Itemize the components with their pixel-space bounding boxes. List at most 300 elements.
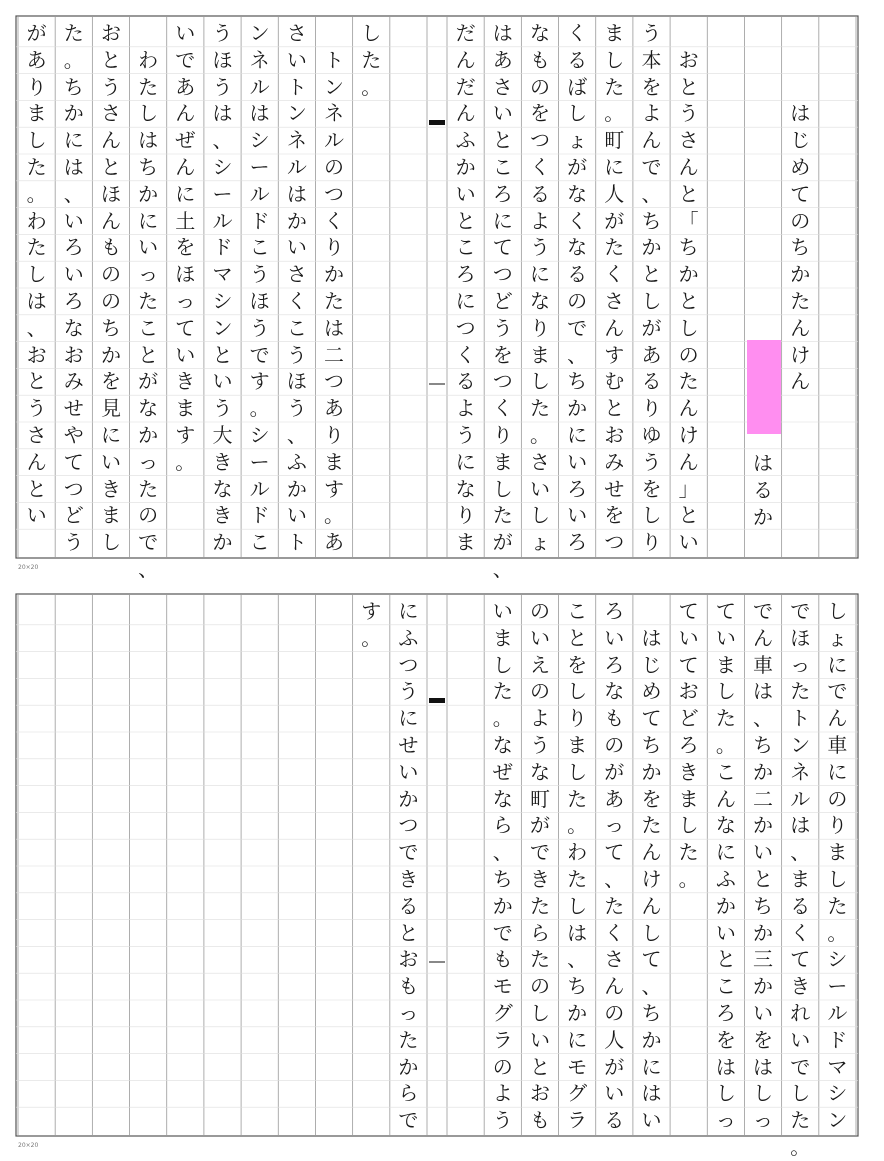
manuscript-char: し	[100, 530, 121, 555]
manuscript-char: る	[567, 262, 588, 287]
manuscript-char: っ	[138, 449, 159, 474]
manuscript-char: ー	[249, 449, 270, 474]
manuscript-char: と	[678, 181, 699, 206]
manuscript-char: ち	[753, 732, 774, 757]
manuscript-char: さ	[286, 21, 307, 45]
manuscript-char: い	[175, 21, 196, 45]
manuscript-char: の	[604, 732, 625, 757]
manuscript-char: か	[567, 1000, 588, 1025]
manuscript-char: ン	[249, 21, 270, 45]
manuscript-char: を	[753, 1027, 774, 1052]
manuscript-char: と	[398, 920, 419, 945]
manuscript-char: 。	[827, 920, 848, 945]
manuscript-column	[596, 20, 633, 556]
manuscript-char: は	[249, 101, 270, 126]
manuscript-char: け	[678, 422, 699, 447]
manuscript-char: す	[175, 422, 196, 447]
manuscript-char: じ	[641, 652, 662, 677]
manuscript-char: さ	[100, 101, 121, 126]
manuscript-char: も	[100, 235, 121, 260]
manuscript-char: ち	[63, 74, 84, 99]
manuscript-char: ん	[641, 128, 662, 153]
manuscript-char: 、	[492, 840, 513, 865]
manuscript-char: 町	[529, 786, 550, 811]
gutter-fold-mark	[429, 698, 445, 703]
manuscript-char: ょ	[529, 530, 550, 555]
manuscript-char: な	[529, 288, 550, 313]
manuscript-char: で	[827, 679, 848, 704]
manuscript-char: り	[567, 706, 588, 731]
manuscript-char: こ	[715, 759, 736, 784]
manuscript-char: ま	[492, 625, 513, 650]
manuscript-char: お	[26, 342, 47, 367]
manuscript-char: ん	[100, 128, 121, 153]
manuscript-char: は	[790, 813, 811, 838]
manuscript-char: か	[286, 208, 307, 233]
manuscript-char: ん	[641, 840, 662, 865]
manuscript-char: め	[790, 154, 811, 179]
manuscript-char: に	[827, 759, 848, 784]
manuscript-column	[92, 20, 129, 556]
manuscript-char: よ	[529, 208, 550, 233]
manuscript-char: な	[604, 679, 625, 704]
manuscript-char: く	[604, 920, 625, 945]
manuscript-char: も	[492, 947, 513, 972]
manuscript-char: の	[100, 262, 121, 287]
manuscript-char: ん	[753, 625, 774, 650]
manuscript-column	[447, 20, 484, 556]
manuscript-char: か	[100, 342, 121, 367]
manuscript-char: 見	[100, 396, 121, 421]
manuscript-char: が	[567, 154, 588, 179]
manuscript-char: み	[63, 369, 84, 394]
manuscript-char: た	[567, 786, 588, 811]
manuscript-char: た	[604, 893, 625, 918]
manuscript-char: は	[63, 154, 84, 179]
manuscript-char: り	[641, 530, 662, 555]
manuscript-char: が	[492, 530, 513, 555]
manuscript-char: り	[26, 74, 47, 99]
manuscript-char: う	[249, 315, 270, 340]
manuscript-char: い	[753, 840, 774, 865]
manuscript-char: の	[100, 288, 121, 313]
manuscript-char: た	[361, 47, 382, 72]
manuscript-char: こ	[455, 235, 476, 260]
manuscript-char: い	[63, 208, 84, 233]
manuscript-char: は	[641, 625, 662, 650]
manuscript-char: た	[678, 369, 699, 394]
manuscript-char: う	[455, 422, 476, 447]
manuscript-char: う	[286, 396, 307, 421]
manuscript-char: ま	[567, 732, 588, 757]
manuscript-char: く	[567, 208, 588, 233]
manuscript-char: つ	[492, 262, 513, 287]
manuscript-char: る	[455, 369, 476, 394]
manuscript-char: っ	[604, 813, 625, 838]
manuscript-char: で	[398, 1108, 419, 1133]
manuscript-char: い	[286, 503, 307, 528]
manuscript-char: つ	[604, 530, 625, 555]
manuscript-char: 。	[63, 47, 84, 72]
manuscript-char: が	[604, 1054, 625, 1079]
manuscript-char: な	[715, 813, 736, 838]
manuscript-char: に	[567, 1027, 588, 1052]
manuscript-char: 町	[604, 128, 625, 153]
manuscript-char: ま	[492, 449, 513, 474]
manuscript-char: か	[678, 262, 699, 287]
manuscript-char: 。	[492, 706, 513, 731]
manuscript-char: い	[492, 101, 513, 126]
manuscript-char: く	[455, 342, 476, 367]
manuscript-char: シ	[249, 422, 270, 447]
manuscript-char: で	[753, 599, 774, 623]
manuscript-char: て	[790, 947, 811, 972]
manuscript-char: り	[455, 503, 476, 528]
manuscript-char: か	[138, 422, 159, 447]
manuscript-char: っ	[753, 1108, 774, 1133]
manuscript-char: う	[286, 342, 307, 367]
manuscript-char: い	[678, 530, 699, 555]
paper-size-label-2: 20×20	[18, 1142, 39, 1149]
manuscript-char: 。	[249, 396, 270, 421]
manuscript-char: ン	[827, 1108, 848, 1133]
manuscript-char: ほ	[212, 47, 233, 72]
manuscript-char: た	[138, 288, 159, 313]
manuscript-char: ゆ	[641, 422, 662, 447]
manuscript-char: の	[324, 154, 345, 179]
paper-size-label-1: 20×20	[18, 564, 39, 571]
highlight-marker	[747, 340, 781, 434]
manuscript-char: お	[678, 679, 699, 704]
manuscript-char: り	[827, 813, 848, 838]
manuscript-char: す	[249, 369, 270, 394]
manuscript-char: に	[715, 840, 736, 865]
manuscript-char: を	[641, 74, 662, 99]
manuscript-char: か	[641, 759, 662, 784]
manuscript-char: な	[567, 235, 588, 260]
manuscript-char: 、	[63, 181, 84, 206]
author-char: る	[753, 477, 774, 502]
manuscript-char: 」	[678, 476, 699, 501]
manuscript-char: ん	[715, 786, 736, 811]
manuscript-char: ろ	[63, 288, 84, 313]
manuscript-char: て	[492, 235, 513, 260]
manuscript-char: よ	[641, 101, 662, 126]
manuscript-char: 。	[790, 1134, 811, 1159]
manuscript-char: ら	[398, 1081, 419, 1106]
manuscript-char: な	[529, 21, 550, 45]
manuscript-char: た	[790, 679, 811, 704]
manuscript-char: ん	[604, 315, 625, 340]
manuscript-char: う	[398, 679, 419, 704]
manuscript-char: の	[529, 679, 550, 704]
manuscript-char: グ	[567, 1081, 588, 1106]
manuscript-char: せ	[604, 476, 625, 501]
manuscript-char: さ	[604, 288, 625, 313]
manuscript-char: ん	[790, 315, 811, 340]
manuscript-char: ま	[324, 449, 345, 474]
manuscript-char: か	[715, 893, 736, 918]
manuscript-char: た	[790, 288, 811, 313]
manuscript-char: も	[529, 47, 550, 72]
manuscript-char: る	[604, 1108, 625, 1133]
manuscript-char: た	[529, 396, 550, 421]
manuscript-char: た	[324, 288, 345, 313]
manuscript-char: モ	[492, 974, 513, 999]
manuscript-char: が	[604, 208, 625, 233]
manuscript-char: も	[398, 974, 419, 999]
manuscript-char: ま	[175, 396, 196, 421]
manuscript-char: に	[641, 1054, 662, 1079]
manuscript-char: で	[398, 840, 419, 865]
manuscript-column	[633, 20, 670, 556]
manuscript-char: 、	[790, 840, 811, 865]
manuscript-char: グ	[492, 1000, 513, 1025]
manuscript-char: ば	[567, 74, 588, 99]
manuscript-char: い	[604, 1081, 625, 1106]
manuscript-char: つ	[492, 369, 513, 394]
manuscript-char: 、	[641, 974, 662, 999]
manuscript-char: た	[604, 235, 625, 260]
manuscript-column	[390, 598, 427, 1134]
manuscript-char: た	[26, 235, 47, 260]
manuscript-char: ろ	[492, 181, 513, 206]
manuscript-char: ン	[324, 74, 345, 99]
manuscript-char: の	[790, 208, 811, 233]
manuscript-char: か	[641, 1027, 662, 1052]
manuscript-column	[204, 20, 241, 556]
manuscript-char: ふ	[398, 625, 419, 650]
manuscript-char: い	[641, 1108, 662, 1133]
manuscript-char: り	[529, 315, 550, 340]
manuscript-char: い	[63, 262, 84, 287]
manuscript-char: 、	[212, 128, 233, 153]
manuscript-column	[670, 20, 707, 556]
manuscript-char: ま	[100, 503, 121, 528]
manuscript-char: に	[398, 599, 419, 623]
manuscript-char: ま	[529, 342, 550, 367]
manuscript-char: ふ	[715, 866, 736, 891]
manuscript-char: 、	[138, 556, 159, 581]
manuscript-char: た	[641, 813, 662, 838]
manuscript-char: ネ	[790, 759, 811, 784]
manuscript-char: つ	[63, 476, 84, 501]
manuscript-char: シ	[212, 154, 233, 179]
manuscript-char: お	[529, 1081, 550, 1106]
manuscript-char: い	[567, 503, 588, 528]
manuscript-char: シ	[249, 128, 270, 153]
manuscript-char: に	[827, 652, 848, 677]
manuscript-char: ル	[324, 128, 345, 153]
manuscript-char: ら	[492, 813, 513, 838]
manuscript-char: す	[604, 342, 625, 367]
manuscript-char: て	[678, 652, 699, 677]
manuscript-char: モ	[567, 1054, 588, 1079]
manuscript-char: う	[212, 74, 233, 99]
manuscript-char: は	[567, 920, 588, 945]
manuscript-char: ほ	[249, 288, 270, 313]
manuscript-char: ト	[324, 47, 345, 72]
manuscript-char: シ	[827, 1081, 848, 1106]
manuscript-char: お	[604, 422, 625, 447]
manuscript-char: り	[324, 422, 345, 447]
manuscript-char: で	[790, 599, 811, 623]
manuscript-char: い	[286, 47, 307, 72]
manuscript-char: り	[492, 422, 513, 447]
manuscript-column	[241, 20, 278, 556]
manuscript-char: て	[641, 706, 662, 731]
manuscript-char: り	[324, 235, 345, 260]
manuscript-char: ラ	[567, 1108, 588, 1133]
manuscript-char: ょ	[827, 625, 848, 650]
manuscript-column	[353, 598, 390, 652]
manuscript-char: ど	[63, 503, 84, 528]
manuscript-char: か	[398, 1054, 419, 1079]
manuscript-char: あ	[26, 47, 47, 72]
manuscript-char: ど	[492, 288, 513, 313]
manuscript-char: し	[26, 262, 47, 287]
manuscript-char: 人	[604, 1027, 625, 1052]
manuscript-char: い	[529, 476, 550, 501]
manuscript-char: あ	[175, 74, 196, 99]
manuscript-char: に	[398, 706, 419, 731]
manuscript-char: ネ	[286, 128, 307, 153]
manuscript-char: と	[100, 47, 121, 72]
manuscript-char: し	[492, 476, 513, 501]
manuscript-char: 。	[567, 813, 588, 838]
manuscript-char: う	[641, 21, 662, 45]
manuscript-char: し	[567, 101, 588, 126]
author-char: か	[753, 504, 774, 529]
manuscript-char: き	[398, 866, 419, 891]
manuscript-char: た	[604, 74, 625, 99]
manuscript-char: ろ	[678, 732, 699, 757]
manuscript-char: く	[492, 396, 513, 421]
manuscript-char: と	[753, 866, 774, 891]
manuscript-char: は	[641, 1081, 662, 1106]
manuscript-char: い	[790, 1027, 811, 1052]
manuscript-char: が	[641, 315, 662, 340]
manuscript-char: つ	[324, 369, 345, 394]
manuscript-char: は	[138, 128, 159, 153]
manuscript-char: ろ	[567, 476, 588, 501]
manuscript-char: せ	[63, 396, 84, 421]
manuscript-char: と	[678, 503, 699, 528]
manuscript-char: し	[529, 503, 550, 528]
manuscript-char: つ	[398, 813, 419, 838]
manuscript-char: に	[63, 128, 84, 153]
manuscript-char: ま	[678, 786, 699, 811]
manuscript-char: う	[249, 262, 270, 287]
manuscript-char: わ	[26, 208, 47, 233]
manuscript-column	[484, 598, 521, 1134]
manuscript-char: ま	[604, 21, 625, 45]
manuscript-char: こ	[138, 315, 159, 340]
manuscript-char: か	[212, 530, 233, 555]
manuscript-char: し	[604, 47, 625, 72]
manuscript-char: で	[641, 154, 662, 179]
manuscript-char: ド	[212, 235, 233, 260]
manuscript-char: さ	[529, 449, 550, 474]
manuscript-char: マ	[212, 262, 233, 287]
manuscript-column	[819, 598, 856, 1134]
manuscript-char: の	[529, 599, 550, 623]
manuscript-char: ち	[790, 235, 811, 260]
manuscript-char: は	[715, 1054, 736, 1079]
manuscript-char: て	[604, 840, 625, 865]
manuscript-char: ょ	[567, 128, 588, 153]
manuscript-column	[559, 20, 596, 556]
manuscript-char: き	[529, 866, 550, 891]
manuscript-char: こ	[249, 530, 270, 555]
manuscript-char: あ	[604, 786, 625, 811]
manuscript-char: た	[827, 893, 848, 918]
manuscript-char: ろ	[604, 599, 625, 623]
manuscript-char: ち	[567, 974, 588, 999]
manuscript-char: か	[753, 813, 774, 838]
manuscript-char: い	[753, 1000, 774, 1025]
manuscript-char: ろ	[567, 530, 588, 555]
manuscript-char: さ	[604, 947, 625, 972]
manuscript-char: も	[529, 1108, 550, 1133]
manuscript-char: に	[604, 154, 625, 179]
manuscript-char: 、	[604, 866, 625, 891]
manuscript-char: で	[175, 47, 196, 72]
manuscript-char: ろ	[604, 652, 625, 677]
manuscript-char: よ	[492, 1081, 513, 1106]
manuscript-char: た	[715, 706, 736, 731]
manuscript-char: ん	[678, 154, 699, 179]
manuscript-char: た	[138, 476, 159, 501]
manuscript-char: う	[212, 396, 233, 421]
manuscript-char: し	[641, 920, 662, 945]
manuscript-char: に	[567, 422, 588, 447]
manuscript-char: い	[212, 369, 233, 394]
manuscript-char: さ	[492, 74, 513, 99]
manuscript-char: て	[175, 315, 196, 340]
manuscript-char: き	[212, 503, 233, 528]
manuscript-char: わ	[138, 47, 159, 72]
manuscript-char: ド	[827, 1027, 848, 1052]
manuscript-char: な	[138, 396, 159, 421]
manuscript-char: や	[63, 422, 84, 447]
manuscript-char: は	[324, 315, 345, 340]
manuscript-char: な	[567, 181, 588, 206]
manuscript-char: く	[529, 154, 550, 179]
manuscript-char: い	[26, 503, 47, 528]
manuscript-char: 。	[529, 422, 550, 447]
manuscript-char: 車	[827, 732, 848, 757]
manuscript-char: 本	[641, 47, 662, 72]
manuscript-char: に	[138, 208, 159, 233]
manuscript-char: 。	[604, 101, 625, 126]
manuscript-char: お	[63, 342, 84, 367]
manuscript-char: ぜ	[175, 128, 196, 153]
manuscript-char: く	[604, 262, 625, 287]
manuscript-char: ラ	[492, 1027, 513, 1052]
manuscript-char: と	[567, 625, 588, 650]
manuscript-char: た	[529, 893, 550, 918]
manuscript-char: ん	[175, 101, 196, 126]
manuscript-sheet-2	[14, 592, 860, 1159]
manuscript-char: ち	[641, 1000, 662, 1025]
manuscript-char: し	[827, 866, 848, 891]
manuscript-char: ほ	[175, 262, 196, 287]
manuscript-char: い	[604, 625, 625, 650]
manuscript-char: し	[529, 369, 550, 394]
manuscript-char: い	[492, 599, 513, 623]
manuscript-char: た	[138, 74, 159, 99]
